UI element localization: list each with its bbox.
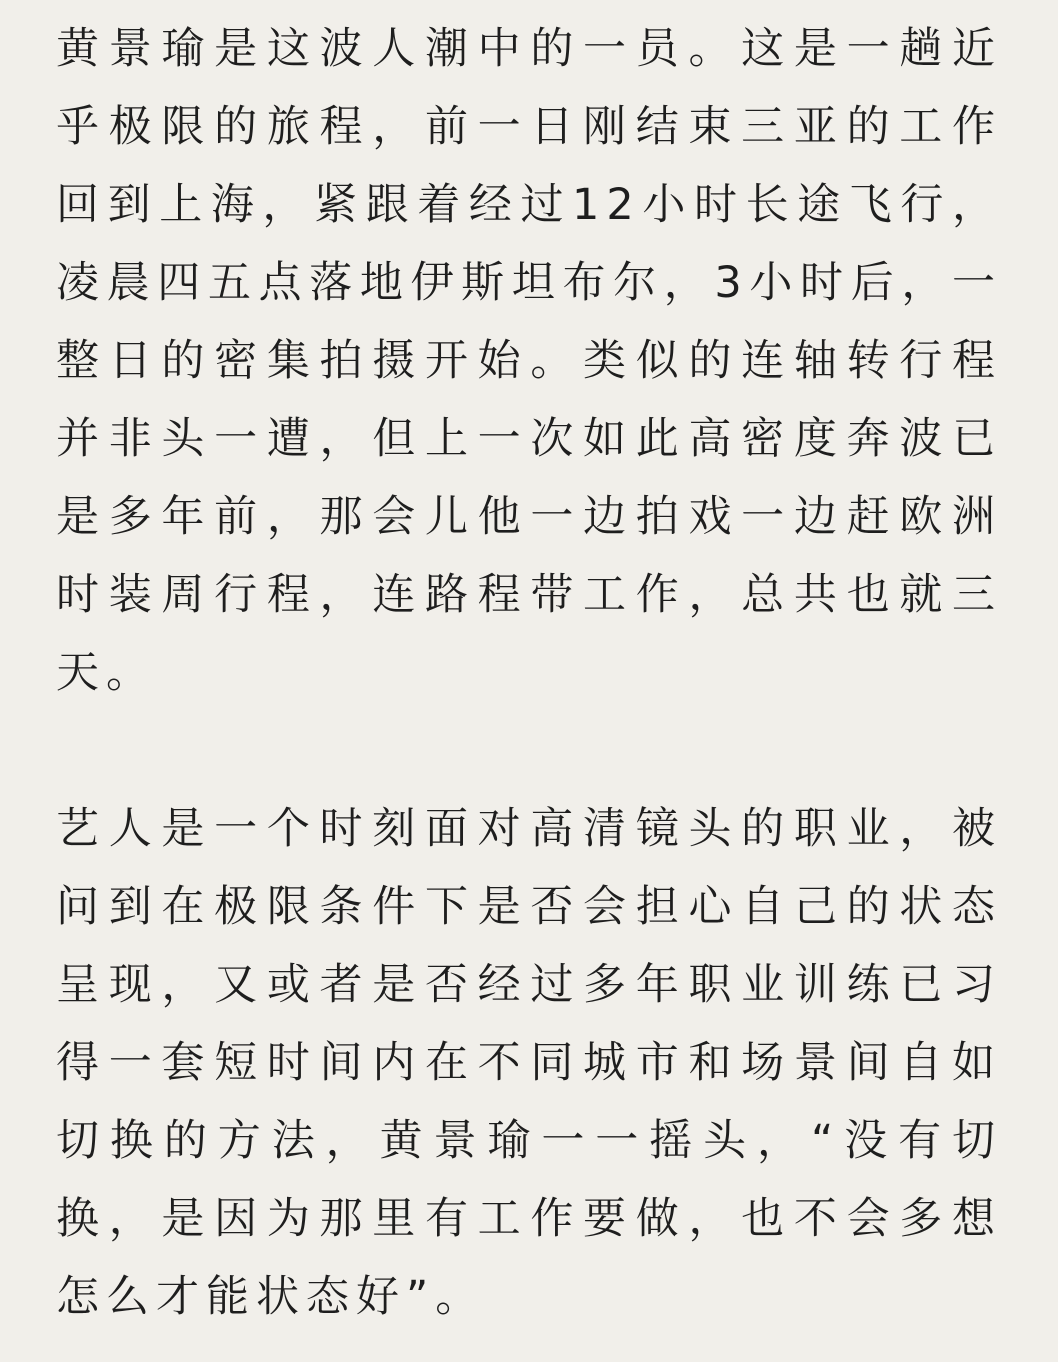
article-body (56, 10, 1002, 1336)
paragraph-2: 艺人是一个时刻面对高清镜头的职业，被问到在极限条件下是否会担心自己的状态呈现，又或者是否经过多年职业训练已习得一套短时间内在不同城市和场景间自如切换的方法，黄景瑜一一摇头，“没有切换，是因为那里有工作要做，也不会多想怎么才能状态好”。 (56, 804, 1002, 1322)
paragraph-1: 黄景瑜是这波人潮中的一员。这是一趟近乎极限的旅程，前一日刚结束三亚的工作回到上海，紧跟着经过12小时长途飞行，凌晨四五点落地伊斯坦布尔，3小时后，一整日的密集拍摄开始。类似的连轴转行程并非头一遭，但上一次如此高密度奔波已是多年前，那会儿他一边拍戏一边赶欧洲时装周行程，连路程带工作，总共也就三天。 (56, 24, 1002, 698)
